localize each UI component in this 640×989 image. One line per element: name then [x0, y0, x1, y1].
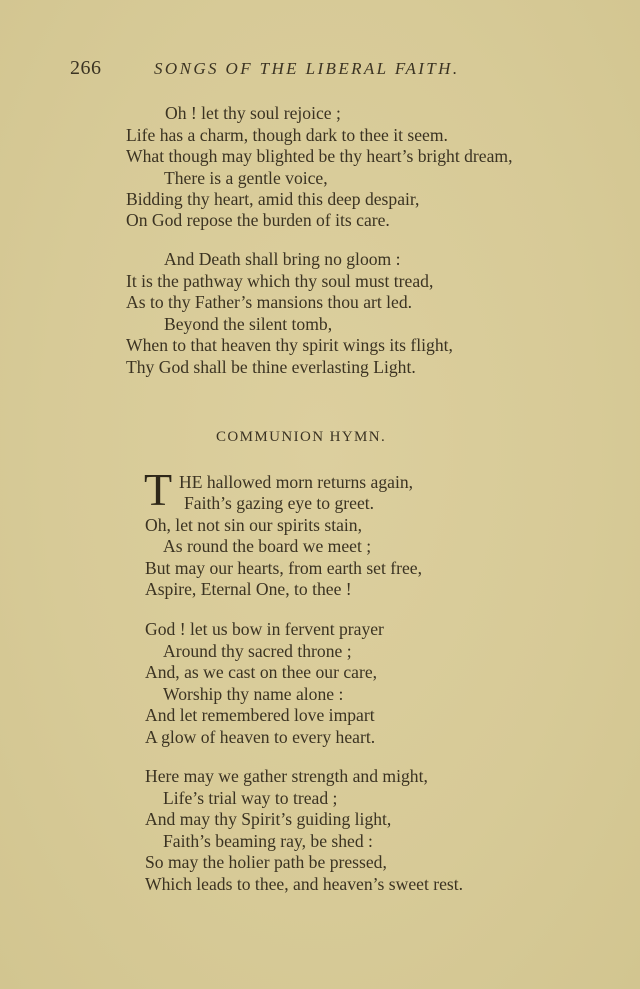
poem-line: Beyond the silent tomb,	[164, 314, 333, 334]
poem-line: What though may blighted be thy heart’s bright dream,	[126, 146, 513, 166]
running-title: SONGS OF THE LIBERAL FAITH.	[154, 59, 460, 78]
hymn-line: Faith’s beaming ray, be shed :	[163, 831, 373, 851]
poem-line: On God repose the burden of its care.	[126, 210, 390, 230]
hymn-line: And let remembered love impart	[145, 705, 375, 725]
page-number: 266	[70, 57, 102, 79]
poem-line: And Death shall bring no gloom :	[164, 249, 401, 269]
poem-line: Thy God shall be thine everlasting Light.	[126, 357, 416, 377]
hymn-line: Here may we gather strength and might,	[145, 766, 428, 786]
hymn-line: And, as we cast on thee our care,	[145, 662, 378, 682]
hymn-line: A glow of heaven to every heart.	[145, 727, 376, 747]
poem-line: Life has a charm, though dark to thee it seem.	[126, 125, 448, 145]
drop-cap: T	[144, 464, 173, 515]
hymn-line: Around thy sacred throne ;	[163, 641, 352, 661]
poem-line: When to that heaven thy spirit wings its flight,	[126, 335, 453, 355]
hymn-title: COMMUNION HYMN.	[216, 429, 387, 445]
poem-line: As to thy Father’s mansions thou art led.	[126, 292, 413, 312]
hymn-line: Which leads to thee, and heaven’s sweet rest.	[145, 874, 464, 894]
poem-line: It is the pathway which thy soul must tread,	[126, 271, 434, 291]
poem-line: Bidding thy heart, amid this deep despair,	[126, 189, 420, 209]
hymn-line: Faith’s gazing eye to greet.	[184, 493, 375, 513]
hymn-line: As round the board we meet ;	[163, 536, 372, 556]
hymn-line: And may thy Spirit’s guiding light,	[145, 809, 392, 829]
hymn-line: Worship thy name alone :	[163, 684, 344, 704]
hymn-line: God ! let us bow in fervent prayer	[145, 619, 384, 639]
hymn-line: But may our hearts, from earth set free,	[145, 558, 422, 578]
hymn-line: Life’s trial way to tread ;	[163, 788, 338, 808]
poem-line: There is a gentle voice,	[164, 168, 328, 188]
running-head	[70, 57, 510, 81]
hymn-line: Aspire, Eternal One, to thee !	[145, 579, 352, 599]
poem-line: Oh ! let thy soul rejoice ;	[165, 103, 341, 123]
hymn-line: HE hallowed morn returns again,	[179, 472, 414, 492]
hymn-line: So may the holier path be pressed,	[145, 852, 387, 872]
hymn-line: Oh, let not sin our spirits stain,	[145, 515, 362, 535]
